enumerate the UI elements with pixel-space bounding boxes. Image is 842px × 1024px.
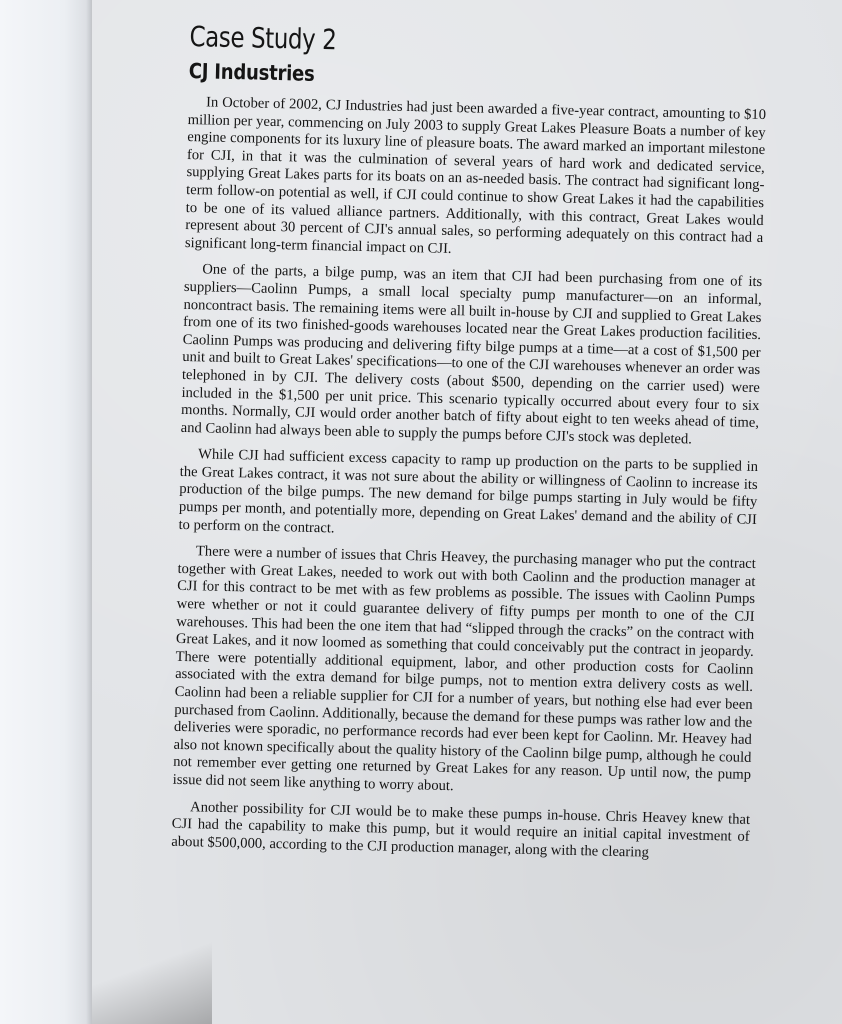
case-title: Case Study 2	[189, 20, 337, 57]
paragraph-4: There were a number of issues that Chris Heavey, the purchasing manager who put the contract together with Great Lakes, needed to work out with both Caolinn and the production manager at CJI for this contract to be met with as few problems as possible. The issues with Caolinn Pumps were whether or not it could guarantee delivery of fifty pumps per month to one of the CJI warehouses. This had been the one item that had “slipped through the cracks” on the contract with Great Lakes, and it now loomed as something that could conceivably put the contract in jeopardy. There were potentially additional equipment, labor, and other production costs for Caolinn associated with the extra demand for bilge pumps, not to mention extra delivery costs as well. Caolinn had been a reliable supplier for CJI for a number of years, but nothing else had ever been purchased from Caolinn. Additionally, because the demand for these pumps was rather low and the deliveries were sporadic, no performance records had ever been kept for Caolinn. Mr. Heavey had also not known specifically about the quality history of the Caolinn bilge pump, although he could not remember ever getting one returned by Great Lakes for any reason. Up until now, the pump issue did not seem like anything to worry about.	[172, 543, 756, 795]
page-content	[171, 20, 768, 873]
scan-corner-shadow	[92, 930, 212, 1024]
paragraph-2: One of the parts, a bilge pump, was an item that CJI had been purchasing from one of its suppliers—Caolinn Pumps, a small local specialty pump manufacturer—on an informal, noncontract basis. The remaining items were all built in-house by CJI and supplied to Great Lakes from one of its two finished-goods warehouses located near the Great Lakes production facilities. Caolinn Pumps was producing and delivering fifty bilge pumps at a time—at a cost of $1,500 per unit and built to Great Lakes' specifications—to one of the CJI warehouses whenever an order was telephoned in by CJI. The delivery costs (about $500, depending on the carrier used) were included in the $1,500 per unit price. This scenario typically occurred about every four to six months. Normally, CJI would order another batch of fifty about eight to ten weeks ahead of time, and Caolinn had always been able to supply the pumps before CJI's stock was depleted.	[180, 261, 763, 448]
paragraph-1: In October of 2002, CJ Industries had just been awarded a five-year contract, amounting to $10 million per year, commencing on July 2003 to supply Great Lakes Pleasure Boats a number of key engine components for its luxury line of pleasure boats. The award marked an important milestone for CJI, in that it was the culmination of several years of hard work and dedicated service, supplying Great Lakes parts for its boats on an as-needed basis. The contract had significant long-term follow-on potential as well, if CJI could continue to show Great Lakes it had the capabilities to be one of its valued alliance partners. Additionally, with this contract, Great Lakes would represent about 30 percent of CJI's annual sales, so performing adequately on this contract had a significant long-term financial impact on CJI.	[184, 94, 767, 257]
scan-background	[0, 0, 92, 1024]
paragraph-3: While CJI had sufficient excess capacity to ramp up production on the parts to be supplied in the Great Lakes contract, it was not sure about the ability or willingness of Caolinn to increase its production of the bilge pumps. The new demand for bilge pumps starting in July would be fifty pumps per month, and potentially more, depending on Great Lakes' demand and the ability of CJI to perform on the contract.	[178, 446, 759, 537]
case-subtitle: CJ Industries	[188, 58, 315, 86]
paragraph-5: Another possibility for CJI would be to make these pumps in-house. Chris Heavey knew that CJI had the capability to make this pump, but it would require an initial capital investment of about $500,000, according to the CJI production manager, along with the clearing	[171, 798, 751, 861]
